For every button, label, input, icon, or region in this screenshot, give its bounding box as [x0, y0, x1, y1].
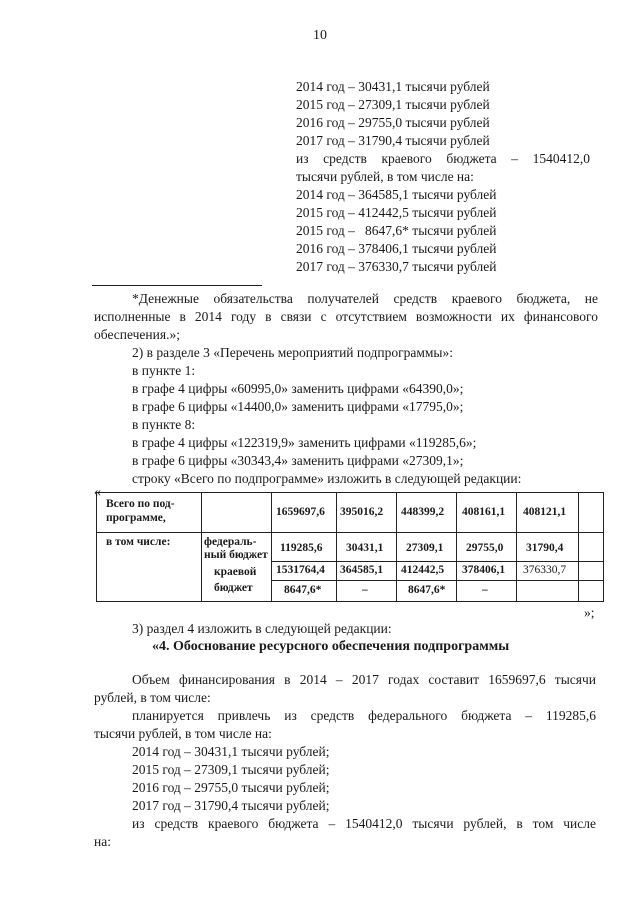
table-border — [396, 492, 397, 601]
regional-value: 376330,7 — [523, 564, 567, 576]
funding-line: 2015 год – 27309,1 тысячи рублей — [296, 97, 490, 112]
instruction-line: в графе 4 цифры «60995,0» заменить цифрами «64390,0»; — [132, 381, 464, 396]
instruction-line: в графе 6 цифры «14400,0» заменить цифрами «17795,0»; — [132, 399, 464, 414]
regional-value: 378406,1 — [462, 564, 506, 576]
regional-extra-value: 8647,6* — [284, 584, 322, 596]
instruction-line: строку «Всего по подпрограмме» изложить в следующей редакции: — [132, 471, 522, 486]
table-border — [271, 492, 272, 601]
federal-label: федераль- — [204, 536, 257, 548]
table-border — [96, 532, 604, 533]
funding-line: 2015 год – 412442,5 тысячи рублей — [296, 205, 497, 220]
table-close-quote: »; — [584, 605, 595, 620]
funding-line: 2015 год – 8647,6* тысячи рублей — [296, 223, 497, 238]
body-line: на: — [94, 834, 111, 849]
regional-extra-value: – — [362, 584, 368, 596]
table-border — [271, 580, 604, 581]
table-border — [578, 492, 579, 601]
regional-label: краевой — [214, 566, 257, 578]
total-value: 448399,2 — [401, 506, 445, 518]
table-border — [96, 601, 604, 602]
funding-line: 2016 год – 378406,1 тысячи рублей — [296, 241, 497, 256]
budget-table — [96, 492, 604, 602]
body-line: 2015 год – 27309,1 тысячи рублей; — [132, 762, 330, 777]
body-line: из средств краевого бюджета – 1540412,0 тысячи рублей, в том числе — [132, 816, 596, 831]
funding-line: 2014 год – 30431,1 тысячи рублей — [296, 79, 490, 94]
federal-value: 31790,4 — [526, 542, 564, 554]
total-value: 408121,1 — [523, 506, 567, 518]
body-line: Объем финансирования в 2014 – 2017 годах составит 1659697,6 тысячи — [132, 672, 596, 687]
funding-line: 2017 год – 376330,7 тысячи рублей — [296, 259, 497, 274]
body-line: планируется привлечь из средств федерального бюджета – 119285,6 — [132, 708, 596, 723]
regional-value: 1531764,4 — [276, 564, 325, 576]
federal-value: 29755,0 — [466, 542, 504, 554]
table-open-quote: « — [94, 485, 101, 500]
body-line: 2017 год – 31790,4 тысячи рублей; — [132, 798, 330, 813]
total-value: 408161,1 — [462, 506, 506, 518]
table-border — [456, 492, 457, 601]
footnote-line: обеспечения.»; — [94, 327, 180, 342]
total-value: 1659697,6 — [276, 506, 325, 518]
footnote-divider — [92, 285, 262, 286]
table-border — [336, 492, 337, 601]
table-border — [516, 492, 517, 601]
regional-extra-value: – — [482, 584, 488, 596]
body-line: 2016 год – 29755,0 тысячи рублей; — [132, 780, 330, 795]
body-line: рублей, в том числе: — [94, 690, 211, 705]
funding-line: 2016 год – 29755,0 тысячи рублей — [296, 115, 490, 130]
page-number: 10 — [313, 28, 327, 43]
table-border — [603, 492, 604, 601]
footnote-line: *Денежные обязательства получателей средств краевого бюджета, не — [132, 291, 598, 306]
table-border — [96, 492, 97, 601]
regional-extra-value: 8647,6* — [408, 584, 446, 596]
body-line: тысячи рублей, в том числе на: — [94, 726, 272, 741]
regional-label: бюджет — [214, 582, 253, 594]
federal-value: 119285,6 — [280, 542, 323, 554]
table-border — [96, 492, 604, 493]
total-label: Всего по под- — [106, 498, 175, 510]
instruction-line: в пункте 8: — [132, 417, 196, 432]
total-value: 395016,2 — [340, 506, 384, 518]
body-line: 2014 год – 30431,1 тысячи рублей; — [132, 744, 330, 759]
funding-line: 2017 год – 31790,4 тысячи рублей — [296, 133, 490, 148]
federal-value: 30431,1 — [346, 542, 384, 554]
federal-label: ный бюджет — [204, 549, 268, 561]
instruction-line: 2) в разделе 3 «Перечень мероприятий подпрограммы»: — [132, 345, 454, 360]
section-3-instruction: 3) раздел 4 изложить в следующей редакции: — [132, 621, 392, 636]
total-label: программе, — [106, 512, 166, 524]
instruction-line: в пункте 1: — [132, 363, 196, 378]
including-label: в том числе: — [106, 536, 171, 548]
regional-value: 412442,5 — [401, 564, 445, 576]
regional-value: 364585,1 — [340, 564, 384, 576]
funding-line: тысячи рублей, в том числе на: — [296, 169, 474, 184]
footnote-line: исполненные в 2014 году в связи с отсутствием возможности их финансового — [94, 309, 598, 324]
instruction-line: в графе 6 цифры «30343,4» заменить цифрами «27309,1»; — [132, 453, 464, 468]
funding-line: 2014 год – 364585,1 тысячи рублей — [296, 187, 497, 202]
table-border — [201, 492, 202, 601]
funding-line: из средств краевого бюджета – 1540412,0 — [296, 151, 590, 166]
table-border — [271, 561, 604, 562]
federal-value: 27309,1 — [406, 542, 444, 554]
instruction-line: в графе 4 цифры «122319,9» заменить цифрами «119285,6»; — [132, 435, 477, 450]
section-title: «4. Обоснование ресурсного обеспечения подпрограммы — [152, 639, 510, 654]
